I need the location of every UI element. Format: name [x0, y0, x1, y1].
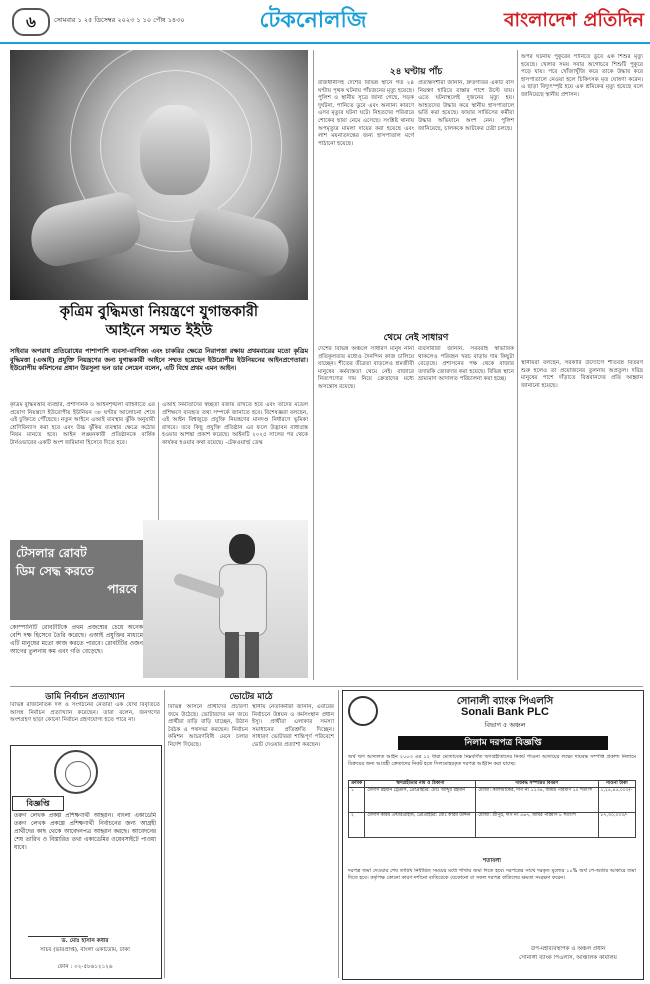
- signer-name: ড. মোঃ হাসান কবীর: [61, 938, 109, 944]
- page-header: [0, 0, 650, 44]
- lead-body-left: কৃত্রিম বুদ্ধিমত্তার ব্যবহার, প্রশাসনিক ও আইনশৃঙ্খলা বাহিনীতে এর প্রয়োগ নিয়ন্ত্রণে ইউরোপীয় ইউনিয়ন ৩৮ ঘণ্টার আলোচনা শেষে এই চুক্তিতে পৌঁছেছে। নতুন আইনে এআই ব্যবস্থার ঝুঁকি অনুযায়ী শ্রেণিবিন্যাস করা হবে এবং উচ্চ ঝুঁকির ব্যবস্থার ক্ষেত্রে কঠোর নিয়ম মানতে হবে। আইন লঙ্ঘনকারী প্রতিষ্ঠানকে বার্ষিক টার্নওভারের একটি অংশ জরিমানা হিসেবে দিতে হবে।: [10, 402, 155, 446]
- signer-phone: ফোন : ০২-৫৮৬১২১২৬: [57, 964, 113, 970]
- middle-col1: দেশের বিভিন্ন অঞ্চলে সাধারণ মানুষ নানা প্রতিকূলতার মধ্যেও দৈনন্দিন কাজ চালিয়ে যাচ্ছেন। শীতের তীব্রতা বাড়লেও শ্রমজীবী মানুষের কর্মব্যস্ততা থেমে নেই। বাজারে নিত্যপণ্যের দাম নিয়ে ক্রেতাদের মধ্যে অসন্তোষ রয়েছে।: [318, 346, 414, 390]
- notice-label: বিজ্ঞপ্তি: [12, 796, 64, 811]
- middle-heading[interactable]: থেমে নেই সাধারণ: [383, 333, 449, 343]
- news-col3: অপর ঘটনায় পুকুরের পানিতে ডুবে এক শিশুর মৃত্যু হয়েছে। খেলার সময় সবার অগোচরে শিশুটি পুকুরে পড়ে যায়। পরে খোঁজাখুঁজি করে তাকে উদ্ধার করে হাসপাতালে নেওয়া হলে চিকিৎসক মৃত ঘোষণা করেন। এ ছাড়া বিদ্যুৎস্পৃষ্ট হয়ে এক শ্রমিকের মৃত্যু হয়েছে বলে জানিয়েছে স্থানীয় প্রশাসন।: [521, 54, 643, 98]
- news-col2: প্রত্যক্ষদর্শীরা জানান, দ্রুতগতির একটি বাস নিয়ন্ত্রণ হারিয়ে রাস্তার পাশে উল্টে যায়। এতে ঘটনাস্থলেই দুজনের মৃত্যু হয়। আহতদের উদ্ধার করে স্থানীয় হাসপাতালে ভর্তি করা হয়েছে। ফায়ার সার্ভিসের কর্মীরা উদ্ধার অভিযানে অংশ নেন। পুলিশ জানিয়েছে, চালককে আটকের চেষ্টা চলছে।: [418, 80, 514, 132]
- bank-name-en: Sonali Bank PLC: [460, 706, 550, 718]
- robot-intro: কোম্পানিটি রোবটটিকে প্রথম প্রজন্মের চেয়ে অনেক বেশি দক্ষ হিসেবে তৈরি করেছে। এআই প্রযুক্তির মাধ্যমে এটি মানুষের মতো কাজ করতে পারবে। রোবটটির ওজন আগের তুলনায় কম এবং গতি বেড়েছে।: [10, 624, 143, 655]
- sonali-bank-logo-icon: [348, 696, 378, 726]
- lead-intro: সাইবার অপরাধ প্রতিরোধের পাশাপাশি ব্যবসা-বাণিজ্য এবং চাকরির ক্ষেত্রে নিরাপত্তা রক্ষায় প্রথমবারের মতো কৃত্রিম বুদ্ধিমত্তা (এআই) প্রযুক্তি নিয়ন্ত্রণের জন্য যুগান্তকারী আইনে সম্মত হয়েছেন ইউরোপীয় ইউনিয়নের আইনপ্রণেতারা। ইউরোপীয় কমিশনের প্রধান উরসুলা ভন ডার লেয়েন বলেন, এটি বিশ্বে প্রথম এমন আইন।: [10, 347, 308, 373]
- robot-headline-line3: পারবে: [107, 582, 137, 596]
- dummy-election-title[interactable]: ডামি নির্বাচন প্রত্যাখ্যান: [45, 692, 125, 702]
- bank-intro: অর্থ ঋণ আদালত আইন ২০০৩ এর ১২ ধারা মোতাবেক নিম্নবর্ণিত ঋণগ্রহীতাদের নিকট পাওনা আদায়ের লক্ষ্যে দায়বদ্ধ সম্পত্তি প্রকাশ্য নিলামে বিক্রয়ের জন্য আগ্রহী ক্রেতাদের নিকট হতে সিলমোহরকৃত দরপত্র আহ্বান করা যাচ্ছে।: [348, 754, 636, 767]
- robot-headline-line1: টেসলার রোবট: [16, 546, 87, 560]
- ai-photo: [10, 50, 308, 300]
- signature: [28, 926, 88, 937]
- terms-title: শর্তাবলী: [482, 858, 501, 864]
- header-rule: [0, 42, 650, 44]
- robot-photo: [143, 520, 308, 678]
- table-header: ঋণগ্রহীতার নাম ও ঠিকানা: [365, 781, 476, 788]
- vote-col2: স্থানীয় নেতাকর্মীরা জানান, এবারের নির্বাচনে উন্নয়ন ও কর্মসংস্থান প্রধান ইস্যু। প্রার্থীরা এলাকার সমস্যা সমাধানের প্রতিশ্রুতি দিচ্ছেন। সাধারণ ভোটাররা শান্তিপূর্ণ পরিবেশে ভোট দেওয়ার প্রত্যাশা করছেন।: [252, 704, 334, 748]
- signer-title: সচিব (ভারপ্রাপ্ত), বাংলা একাডেমি, ঢাকা: [40, 947, 130, 953]
- robot-icon: [229, 534, 255, 564]
- page-number: ৬: [12, 8, 50, 36]
- masthead-logo: বাংলাদেশ প্রতিদিন: [503, 9, 644, 31]
- table-header: ক্রমিক: [349, 781, 365, 788]
- robot-headline-line2: ডিম সেদ্ধ করতে: [16, 564, 94, 578]
- auction-table: [348, 780, 636, 838]
- news-title[interactable]: ২৪ ঘণ্টায় পাঁচ: [389, 67, 443, 77]
- vote-col1: বিভিন্ন আসনে প্রার্থীদের প্রচারণা জমে উঠেছে। ভোটারদের মন জয়ে প্রার্থীরা বাড়ি বাড়ি যাচ্ছেন, উঠান বৈঠক ও পথসভা করছেন। নির্বাচন কমিশন আচরণবিধি মেনে চলার নির্দেশ দিয়েছে।: [168, 704, 248, 748]
- bank-office: সোনালী ব্যাংক পিএলসি, আঞ্চলিক কার্যালয়: [519, 955, 617, 961]
- auction-notice-title: নিলাম দরপত্র বিজ্ঞপ্তি: [398, 736, 608, 750]
- table-row: ২ মেসার্স করিম এন্টারপ্রাইজ, প্রোপ্রাইটর: মোঃ করিম উদ্দিন মৌজা: শ্রীপুর, দাগ নং ৫৬৭, জমির পরিমাণ ৮ শতাংশ ৮৭,৩০,০০০/-: [349, 813, 636, 838]
- notice-body: তরুণ লেখক প্রকল্প প্রশিক্ষণার্থী আহ্বান। বাংলা একাডেমি তরুণ লেখক প্রকল্পে প্রশিক্ষণার্থী নির্বাচনের জন্য আগ্রহী প্রার্থীদের কাছ থেকে আবেদনপত্র আহ্বান করছে। আবেদনের শেষ তারিখ ও বিস্তারিত তথ্য একাডেমির ওয়েবসাইটে পাওয়া যাবে।: [14, 813, 156, 851]
- vote-title[interactable]: ভোটের মাঠে: [229, 692, 273, 702]
- lead-body-right: এআই নির্মাতাদের স্বচ্ছতা বজায় রাখতে হবে এবং তাদের মডেল প্রশিক্ষণে ব্যবহৃত তথ্য সম্পর্কে জানাতে হবে। বিশেষজ্ঞরা বলছেন, এই আইন বিশ্বজুড়ে প্রযুক্তি নিয়ন্ত্রণের মানদণ্ড নির্ধারণে ভূমিকা রাখবে। তবে কিছু প্রযুক্তি প্রতিষ্ঠান এর ফলে উদ্ভাবন বাধাগ্রস্ত হওয়ার আশঙ্কা প্রকাশ করেছে। আইনটি ২০২৫ সালের পর থেকে কার্যকর হওয়ার কথা রয়েছে। -টেকওয়ার্ল্ড ডেস্ক: [162, 402, 308, 446]
- lead-headline-line2: আইনে সম্মত ইইউ: [105, 323, 213, 339]
- bank-name-bn: সোনালী ব্যাংক পিএলসি: [456, 696, 554, 707]
- bank-officer: উপ-মহাব্যবস্থাপক ও অঞ্চল প্রধান: [530, 946, 606, 952]
- bank-division: বিভাগ ৫ অঞ্চল: [484, 721, 526, 729]
- issue-date: সোমবার ১ ২৫ ডিসেম্বর ২০২৩ ১ ১০ পৌষ ১৪৩০: [54, 16, 185, 24]
- table-header: পাওনা টাকা: [598, 781, 635, 788]
- robot-head-icon: [140, 105, 210, 195]
- lead-headline-line1: কৃত্রিম বুদ্ধিমত্তা নিয়ন্ত্রণে যুগান্তকারী: [59, 304, 259, 320]
- robot-headline[interactable]: [10, 540, 143, 620]
- table-row: ১ মেসার্স রহমান ট্রেডার্স, প্রোপ্রাইটর: মোঃ আব্দুর রহমান মৌজা: কালিয়াকৈর, দাগ নং ১২৩৪, জমির পরিমাণ ১০ শতাংশ ১,২৫,৪৫,০০০/-: [349, 788, 636, 813]
- terms-body: দরপত্র জমা দেওয়ার শেষ তারিখ নির্ধারিত সময়ের মধ্যে শাখায় জমা দিতে হবে। দরপত্রের সাথে দরকৃত মূল্যের ১০% অর্থ পে-অর্ডার আকারে জমা দিতে হবে। কর্তৃপক্ষ কোনো কারণ দর্শানো ব্যতিরেকে যেকোনো বা সকল দরপত্র বাতিলের ক্ষমতা সংরক্ষণ করেন।: [348, 868, 636, 881]
- academy-seal-icon: [54, 750, 98, 794]
- table-header: দায়বদ্ধ সম্পত্তির বিবরণ: [476, 781, 598, 788]
- news-col1: রাজধানীসহ দেশের বিভিন্ন স্থানে গত ২৪ ঘণ্টায় পৃথক ঘটনায় পাঁচজনের মৃত্যু হয়েছে। পুলিশ ও স্থানীয় সূত্রে জানা গেছে, সড়ক দুর্ঘটনা, পানিতে ডুবে এবং অন্যান্য কারণে এসব মৃত্যুর ঘটনা ঘটে। নিহতদের পরিবারে শোকের ছায়া নেমে এসেছে। সংশ্লিষ্ট থানায় অপমৃত্যুর মামলা দায়ের করা হয়েছে এবং লাশ ময়নাতদন্তের জন্য হাসপাতাল মর্গে পাঠানো হয়েছে।: [318, 80, 414, 147]
- dummy-election-body: বিভিন্ন রাজনৈতিক দল ও সংগঠনের নেতারা এক যৌথ বিবৃতিতে আসন্ন নির্বাচন প্রত্যাখ্যান করেছেন। তারা বলেন, জনগণের অংশগ্রহণ ছাড়া কোনো নির্বাচন গ্রহণযোগ্য হতে পারে না।: [10, 702, 160, 724]
- middle-col3: স্থানীয়রা বলছেন, সরকারি উদ্যোগে শীতবস্ত্র বিতরণ শুরু হলেও তা প্রয়োজনের তুলনায় অপ্রতুল। দরিদ্র মানুষের পাশে দাঁড়াতে বিত্তবানদের প্রতি আহ্বান জানানো হয়েছে।: [521, 360, 643, 389]
- middle-col2: ব্যবসায়ীরা জানান, সরবরাহ স্বাভাবিক থাকলেও পরিবহন খরচ বাড়ায় দাম কিছুটা বেড়েছে। প্রশাসনের পক্ষ থেকে বাজার তদারকি জোরদার করা হয়েছে। বিভিন্ন স্থানে ভ্রাম্যমাণ আদালত পরিচালনা করা হচ্ছে।: [418, 346, 514, 383]
- section-title: টেকনোলজি: [259, 7, 367, 33]
- lead-headline[interactable]: [10, 303, 308, 343]
